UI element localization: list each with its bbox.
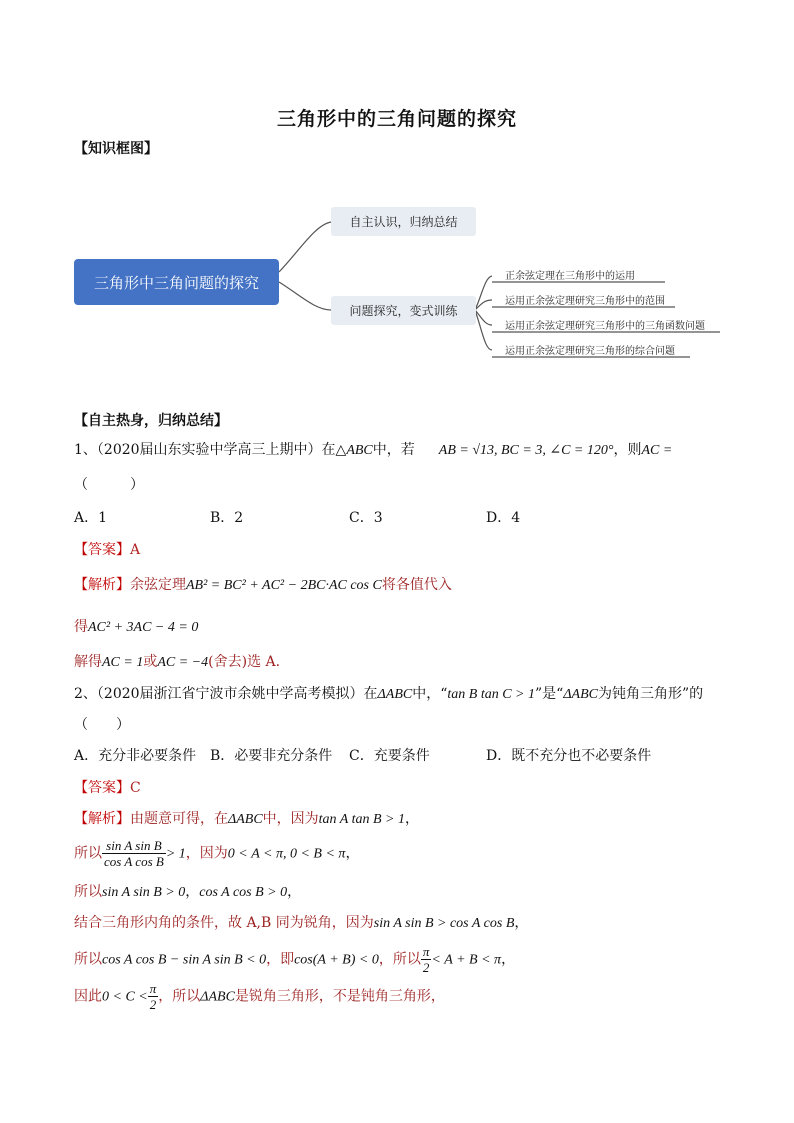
q2-option-a: A．充分非必要条件 bbox=[74, 748, 197, 764]
q2-option-b: B．必要非充分条件 bbox=[210, 748, 333, 764]
q1-option-d: D．4 bbox=[486, 510, 521, 526]
mindmap-branch-explore: 问题探究，变式训练 bbox=[331, 296, 476, 325]
mindmap-leaf-3: 运用正余弦定理研究三角形中的三角函数问题 bbox=[505, 321, 705, 332]
q2-answer: 【答案】C bbox=[74, 780, 141, 796]
q1-stem: 1、（2020届山东实验中学高三上期中）在△ABC中，若 AB = √13, BC = 3, ∠C = 120°，则AC = bbox=[74, 442, 673, 458]
mindmap-branch-self: 自主认识，归纳总结 bbox=[331, 207, 476, 236]
q2-paren: （ ） bbox=[74, 717, 130, 733]
page-title: 三角形中的三角问题的探究 bbox=[276, 108, 517, 130]
q2-option-c: C．充要条件 bbox=[349, 748, 430, 764]
q2-analysis-4: 结合三角形内角的条件，故 A,B 同为锐角，因为sin A sin B > cos A cos B， bbox=[74, 915, 529, 931]
mindmap-leaf-4: 运用正余弦定理研究三角形的综合问题 bbox=[505, 346, 675, 357]
section-self-study: 【自主热身，归纳总结】 bbox=[74, 413, 228, 429]
fraction-pi-over-2: $\frac{\pi}{2}$ bbox=[422, 944, 430, 975]
fraction-pi-over-2-c: $\frac{\pi}{2}$ bbox=[149, 981, 157, 1012]
fraction-sin-cos: $\frac{\text{sin A sin B}}{\text{cos A cos B}}$ bbox=[104, 838, 164, 869]
q1-option-a: A．1 bbox=[74, 510, 108, 526]
q2-stem: 2、（2020届浙江省宁波市余姚中学高考模拟）在ΔABC中，“tan B tan C > 1”是“ΔABC为钝角三角形”的 bbox=[74, 686, 704, 702]
q2-analysis-3: 所以sin A sin B > 0，cos A cos B > 0， bbox=[74, 884, 302, 900]
q1-option-b: B．2 bbox=[210, 510, 244, 526]
q1-paren: （ ） bbox=[74, 477, 144, 493]
mindmap-leaf-1: 正余弦定理在三角形中的运用 bbox=[505, 271, 635, 282]
q2-analysis-1: 【解析】由题意可得，在ΔABC中，因为tan A tan B > 1， bbox=[74, 811, 419, 827]
q1-analysis-1: 【解析】余弦定理AB² = BC² + AC² − 2BC·AC cos C将各值代入 bbox=[74, 577, 452, 593]
q2-analysis-2: 所以 $\frac{\text{sin A sin B}}{\text{cos A cos B}}$ > 1，因为0 < A < π, 0 < B < π， bbox=[74, 838, 360, 869]
q2-analysis-6: 因此0 < C < $\frac{\pi}{2}$ ，所以ΔABC是锐角三角形，不是钝角三角形， bbox=[74, 981, 445, 1012]
mindmap-connectors bbox=[0, 0, 794, 400]
q1-analysis-3: 解得AC = 1或AC = −4(舍去)选 A. bbox=[74, 654, 281, 670]
q1-answer: 【答案】A bbox=[74, 542, 141, 558]
mindmap-leaf-2: 运用正余弦定理研究三角形中的范围 bbox=[505, 296, 665, 307]
q2-option-d: D．既不充分也不必要条件 bbox=[486, 748, 652, 764]
mindmap-root: 三角形中三角问题的探究 bbox=[74, 259, 279, 305]
q1-analysis-2: 得AC² + 3AC − 4 = 0 bbox=[74, 619, 199, 635]
q1-option-c: C．3 bbox=[349, 510, 383, 526]
section-framework: 【知识框图】 bbox=[74, 141, 158, 157]
q2-analysis-5: 所以cos A cos B − sin A sin B < 0，即cos(A + B) < 0，所以 $\frac{\pi}{2}$ < A + B < π， bbox=[74, 944, 516, 975]
